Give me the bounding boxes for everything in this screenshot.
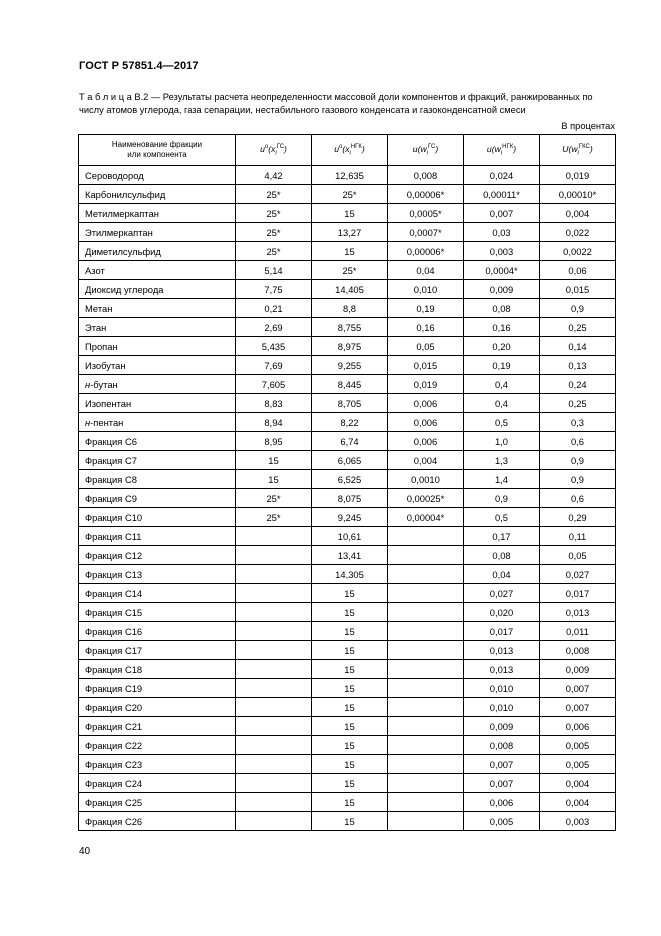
value-cell [236,660,312,679]
value-cell: 0,008 [540,641,616,660]
component-name-cell: Фракция С26 [79,812,236,831]
value-cell [236,774,312,793]
value-cell [388,755,464,774]
value-cell: 0,027 [540,565,616,584]
table-row [79,204,616,223]
value-cell: 0,024 [464,166,540,185]
table-row [79,375,616,394]
value-cell: 0,013 [464,660,540,679]
value-cell: 0,5 [464,508,540,527]
value-cell [388,736,464,755]
value-cell: 15 [312,584,388,603]
table-row [79,774,616,793]
value-cell: 0,16 [464,318,540,337]
value-cell: 0,015 [388,356,464,375]
value-cell: 1,4 [464,470,540,489]
value-cell [236,698,312,717]
value-cell: 0,005 [540,736,616,755]
value-cell: 0,9 [464,489,540,508]
value-cell [388,717,464,736]
value-cell [388,793,464,812]
value-cell: 0,17 [464,527,540,546]
value-cell [236,812,312,831]
value-cell: 0,00006* [388,242,464,261]
value-cell: 0,004 [540,793,616,812]
value-cell: 0,010 [388,280,464,299]
value-cell: 0,00010* [540,185,616,204]
component-name-cell: Изобутан [79,356,236,375]
value-cell: 0,19 [464,356,540,375]
column-header-name [79,135,236,166]
value-cell: 8,94 [236,413,312,432]
component-name-cell: Фракция С25 [79,793,236,812]
value-cell: 15 [312,679,388,698]
component-name-cell: Изопентан [79,394,236,413]
value-cell: 0,013 [540,603,616,622]
value-cell: 25* [236,242,312,261]
table-row [79,318,616,337]
column-header-u-w-gs: $u(w_i^{ГС})$ [388,135,464,166]
value-cell: 0,007 [464,774,540,793]
value-cell [236,565,312,584]
value-cell: 25* [312,261,388,280]
value-cell: 15 [312,774,388,793]
value-cell: 0,4 [464,394,540,413]
value-cell: 25* [236,204,312,223]
value-cell: 0,019 [388,375,464,394]
value-cell [388,660,464,679]
value-cell [388,546,464,565]
component-name-cell: Метилмеркаптан [79,204,236,223]
table-row [79,337,616,356]
column-header-name-line2: или компонента [127,150,187,159]
table-row [79,584,616,603]
component-name-cell: Фракция С23 [79,755,236,774]
value-cell [236,717,312,736]
component-name-cell: Пропан [79,337,236,356]
value-cell: 8,95 [236,432,312,451]
component-name-cell: Фракция С16 [79,622,236,641]
value-cell [388,584,464,603]
value-cell: 0,04 [464,565,540,584]
table-row [79,280,616,299]
column-header-name-line1: Наименование фракции [111,140,203,149]
value-cell: 0,00011* [464,185,540,204]
value-cell: 15 [312,622,388,641]
value-cell: 0,004 [540,774,616,793]
value-cell: 0,009 [464,717,540,736]
component-name-cell: Фракция С13 [79,565,236,584]
value-cell: 0,009 [540,660,616,679]
value-cell: 8,22 [312,413,388,432]
component-name-cell: Фракция С8 [79,470,236,489]
value-cell: 0,21 [236,299,312,318]
value-cell: 7,75 [236,280,312,299]
component-name-cell: Фракция С24 [79,774,236,793]
component-name-cell: Диоксид углерода [79,280,236,299]
value-cell: 10,61 [312,527,388,546]
value-cell: 0,017 [540,584,616,603]
value-cell: 0,006 [388,394,464,413]
value-cell: 15 [312,660,388,679]
table-row [79,166,616,185]
value-cell: 0,3 [540,413,616,432]
table-row [79,394,616,413]
value-cell: 0,19 [388,299,464,318]
value-cell: 0,24 [540,375,616,394]
value-cell [388,812,464,831]
component-name-cell: Карбонилсульфид [79,185,236,204]
value-cell: 15 [312,736,388,755]
value-cell: 0,16 [388,318,464,337]
component-name-cell: Фракция С7 [79,451,236,470]
component-name-cell: Фракция С6 [79,432,236,451]
document-title: ГОСТ Р 57851.4—2017 [79,60,199,72]
value-cell: 0,11 [540,527,616,546]
value-cell: 25* [236,489,312,508]
value-cell: 0,6 [540,432,616,451]
value-cell: 8,755 [312,318,388,337]
value-cell [236,679,312,698]
value-cell: 15 [312,755,388,774]
value-cell: 25* [312,185,388,204]
component-name-cell: Фракция С9 [79,489,236,508]
component-name-cell: Фракция С14 [79,584,236,603]
table-row [79,299,616,318]
value-cell: 15 [236,451,312,470]
value-cell: 0,008 [388,166,464,185]
value-cell: 0,006 [388,432,464,451]
value-cell [236,736,312,755]
component-name-cell: Фракция С15 [79,603,236,622]
table-row [79,812,616,831]
component-name-cell: Этан [79,318,236,337]
value-cell: 12,635 [312,166,388,185]
value-cell: 0,05 [388,337,464,356]
table-row [79,660,616,679]
value-cell: 0,007 [540,679,616,698]
value-cell [236,527,312,546]
table-row [79,546,616,565]
table-row [79,755,616,774]
value-cell: 15 [236,470,312,489]
value-cell: 0,03 [464,223,540,242]
component-name-cell: н-пентан [79,413,236,432]
table-row [79,356,616,375]
value-cell: 2,69 [236,318,312,337]
value-cell: 15 [312,812,388,831]
table-row [79,432,616,451]
column-header-u-w-ngk: $u(w_i^{НГК})$ [464,135,540,166]
component-name-cell: Азот [79,261,236,280]
value-cell: 13,27 [312,223,388,242]
value-cell: 8,075 [312,489,388,508]
value-cell: 0,4 [464,375,540,394]
table-row [79,565,616,584]
column-header-u-x-ngk: $u^o(x_i^{НГК})$ [312,135,388,166]
value-cell: 0,0004* [464,261,540,280]
value-cell: 0,010 [464,698,540,717]
value-cell: 14,405 [312,280,388,299]
column-header-U-w-gks: $U(w_i^{ГКС})$ [540,135,616,166]
value-cell: 15 [312,717,388,736]
value-cell: 0,005 [540,755,616,774]
component-name-cell: Фракция С17 [79,641,236,660]
value-cell: 9,255 [312,356,388,375]
value-cell: 8,8 [312,299,388,318]
value-cell: 15 [312,641,388,660]
value-cell: 0,00004* [388,508,464,527]
table-row [79,508,616,527]
value-cell: 1,0 [464,432,540,451]
value-cell: 25* [236,223,312,242]
value-cell: 0,25 [540,394,616,413]
value-cell: 0,00025* [388,489,464,508]
value-cell [388,527,464,546]
value-cell: 5,435 [236,337,312,356]
value-cell: 0,010 [464,679,540,698]
value-cell [236,793,312,812]
value-cell: 0,005 [464,812,540,831]
value-cell: 15 [312,793,388,812]
value-cell [388,679,464,698]
table-row [79,261,616,280]
value-cell: 0,008 [464,736,540,755]
component-name-cell: Фракция С11 [79,527,236,546]
value-cell: 0,027 [464,584,540,603]
component-name-cell: Диметилсульфид [79,242,236,261]
component-name-cell: Фракция С12 [79,546,236,565]
value-cell [236,622,312,641]
table-row [79,679,616,698]
value-cell: 8,83 [236,394,312,413]
value-cell: 0,0022 [540,242,616,261]
table-header-row [79,135,616,166]
value-cell: 25* [236,508,312,527]
value-cell: 0,0007* [388,223,464,242]
table-row [79,603,616,622]
value-cell: 13,41 [312,546,388,565]
value-cell: 0,6 [540,489,616,508]
value-cell: 6,525 [312,470,388,489]
value-cell: 0,5 [464,413,540,432]
table-row [79,622,616,641]
value-cell: 0,00006* [388,185,464,204]
value-cell: 15 [312,204,388,223]
component-name-cell: Фракция С18 [79,660,236,679]
value-cell: 0,08 [464,546,540,565]
value-cell: 0,06 [540,261,616,280]
value-cell [236,755,312,774]
value-cell: 25* [236,185,312,204]
component-name-cell: Фракция С21 [79,717,236,736]
value-cell: 6,065 [312,451,388,470]
value-cell: 8,705 [312,394,388,413]
value-cell [388,698,464,717]
uncertainty-table [78,134,616,831]
table-row [79,793,616,812]
table-caption-label: Т а б л и ц а [79,92,132,102]
table-row [79,698,616,717]
value-cell: 6,74 [312,432,388,451]
value-cell: 0,0005* [388,204,464,223]
value-cell: 0,006 [388,413,464,432]
table-row [79,736,616,755]
component-name-cell: Фракция С19 [79,679,236,698]
value-cell: 0,14 [540,337,616,356]
table-row [79,413,616,432]
value-cell: 1,3 [464,451,540,470]
value-cell: 0,007 [540,698,616,717]
value-cell: 9,245 [312,508,388,527]
table-row [79,223,616,242]
component-name-cell: Фракция С10 [79,508,236,527]
value-cell: 0,9 [540,470,616,489]
value-cell [236,641,312,660]
value-cell: 7,605 [236,375,312,394]
value-cell: 0,004 [540,204,616,223]
table-row [79,451,616,470]
table-row [79,242,616,261]
value-cell: 0,007 [464,204,540,223]
value-cell [388,603,464,622]
value-cell: 0,05 [540,546,616,565]
value-cell: 5,14 [236,261,312,280]
value-cell: 0,04 [388,261,464,280]
value-cell [388,641,464,660]
table-row [79,527,616,546]
value-cell: 7,69 [236,356,312,375]
value-cell: 0,13 [540,356,616,375]
table-row [79,470,616,489]
value-cell: 0,003 [540,812,616,831]
value-cell: 15 [312,603,388,622]
component-name-cell: Фракция С22 [79,736,236,755]
value-cell: 0,9 [540,451,616,470]
component-name-cell: Этилмеркаптан [79,223,236,242]
component-name-cell: Метан [79,299,236,318]
value-cell: 8,975 [312,337,388,356]
value-cell: 0,20 [464,337,540,356]
table-row [79,185,616,204]
value-cell [388,565,464,584]
table-caption-text: В.2 — Результаты расчета неопределенности массовой доли компонентов и фракций, ранжированных по числу атомов углерода, газа сепарации, нестабильного газового конденсата и газоконденсатной смеси [79,92,593,115]
value-cell: 0,006 [464,793,540,812]
value-cell: 0,022 [540,223,616,242]
value-cell: 0,0010 [388,470,464,489]
value-cell: 0,019 [540,166,616,185]
value-cell: 0,007 [464,755,540,774]
value-cell: 0,015 [540,280,616,299]
value-cell: 0,006 [540,717,616,736]
value-cell: 0,004 [388,451,464,470]
value-cell: 0,003 [464,242,540,261]
column-header-u-x-gs: $u^o(x_i^{ГС})$ [236,135,312,166]
table-row [79,489,616,508]
value-cell [236,584,312,603]
value-cell: 0,020 [464,603,540,622]
table-row [79,641,616,660]
value-cell: 0,017 [464,622,540,641]
component-name-cell: Сероводород [79,166,236,185]
value-cell [236,603,312,622]
table-row [79,717,616,736]
table-caption [79,91,616,117]
value-cell: 0,011 [540,622,616,641]
component-name-cell: н-бутан [79,375,236,394]
table-body [79,166,616,831]
page-number: 40 [79,846,91,857]
value-cell: 4,42 [236,166,312,185]
value-cell: 0,25 [540,318,616,337]
value-cell: 15 [312,698,388,717]
units-note: В процентах [561,121,615,131]
value-cell: 0,013 [464,641,540,660]
value-cell: 8,445 [312,375,388,394]
value-cell: 0,9 [540,299,616,318]
value-cell [388,774,464,793]
value-cell: 14,305 [312,565,388,584]
value-cell: 0,08 [464,299,540,318]
value-cell: 0,29 [540,508,616,527]
value-cell [236,546,312,565]
value-cell: 0,009 [464,280,540,299]
value-cell: 15 [312,242,388,261]
component-name-cell: Фракция С20 [79,698,236,717]
value-cell [388,622,464,641]
